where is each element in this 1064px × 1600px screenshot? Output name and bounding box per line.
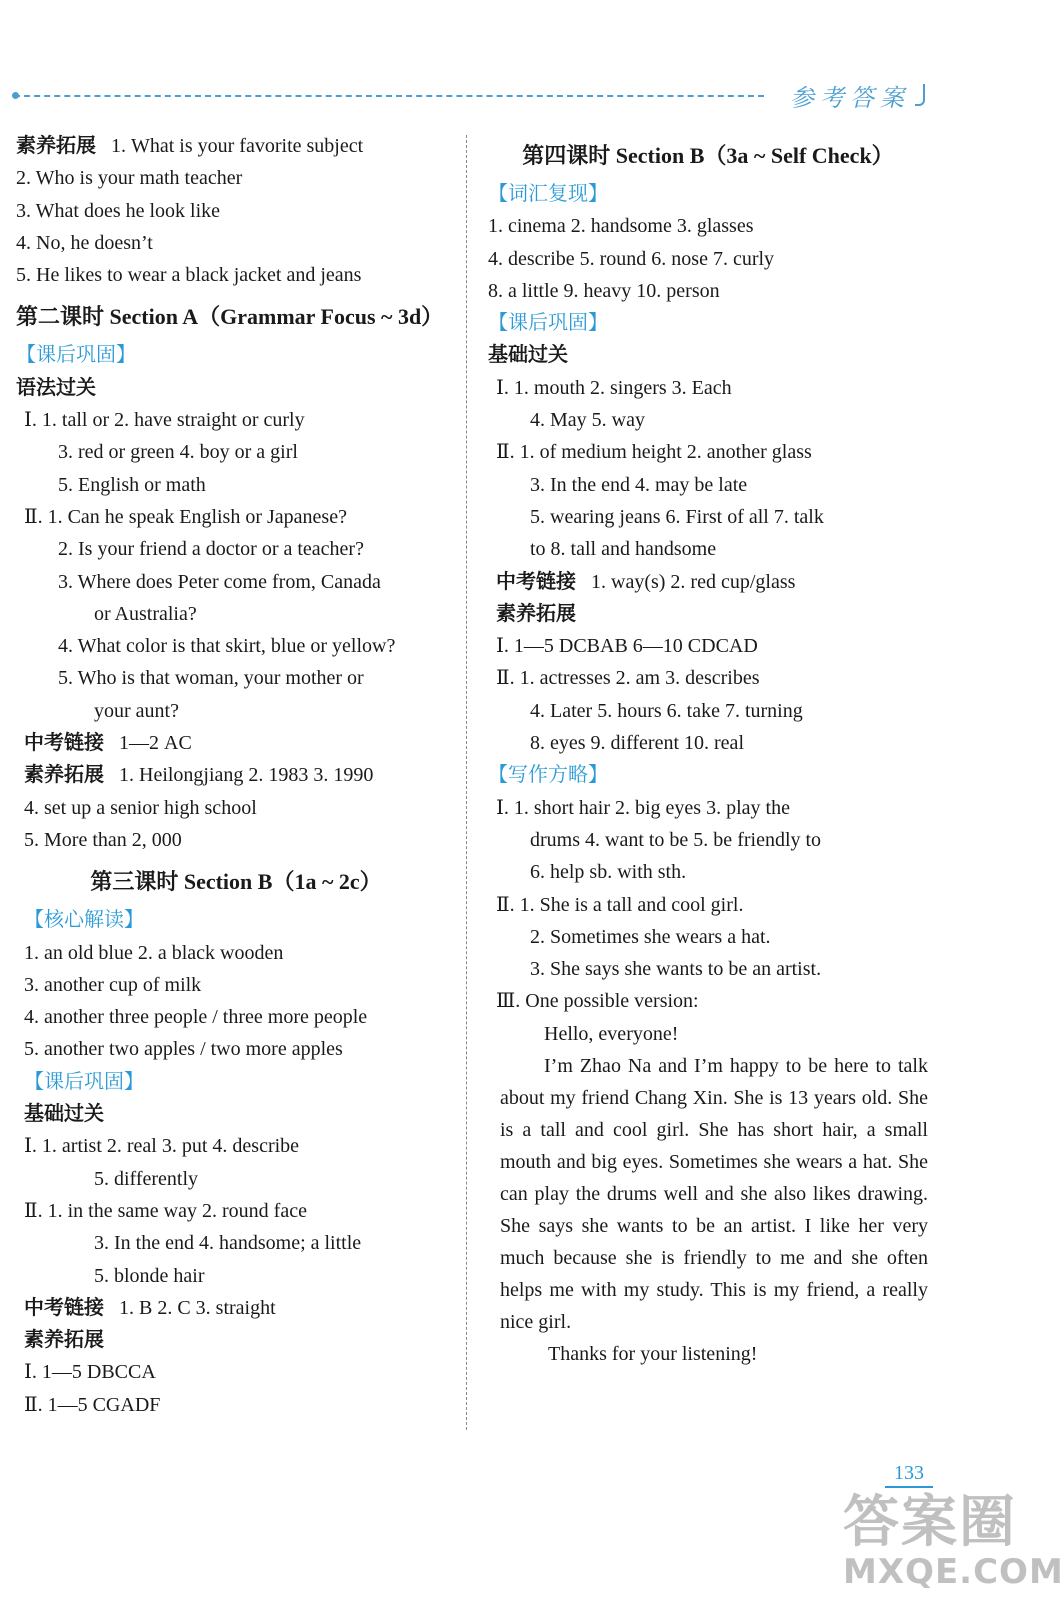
answer-line: 4. another three people / three more people (24, 1006, 368, 1029)
answer-line: 3. In the end 4. may be late (530, 473, 748, 496)
answer-line (488, 566, 928, 598)
answer-line (16, 130, 456, 162)
answer-text: 1—2 AC (119, 732, 192, 755)
answer-line: Ⅰ. 1—5 DBCCA (24, 1361, 156, 1384)
answer-line: or Australia? (94, 602, 197, 625)
subsection-label: 语法过关 (16, 376, 96, 399)
answer-line: 5. another two apples / two more apples (24, 1038, 343, 1061)
answer-line: your aunt? (94, 699, 179, 722)
section-label: 中考链接 (496, 570, 576, 593)
answer-line: Ⅱ. 1. actresses 2. am 3. describes (496, 667, 760, 690)
subsection-label: 素养拓展 (24, 1329, 104, 1352)
answer-line: Ⅲ. One possible version: (496, 990, 699, 1013)
answer-text: 1. B 2. C 3. straight (119, 1296, 276, 1319)
answer-line: 5. English or math (58, 473, 206, 496)
section-label: 中考链接 (24, 1296, 104, 1319)
answer-line: 6. help sb. with sth. (530, 861, 687, 884)
answer-line: Ⅱ. 1. Can he speak English or Japanese? (24, 505, 347, 528)
section-label: 素养拓展 (16, 135, 96, 157)
answer-line: 4. May 5. way (530, 409, 645, 432)
left-column (16, 130, 456, 1421)
answer-line: 4. Later 5. hours 6. take 7. turning (530, 699, 803, 722)
section-tag: 【课后巩固】 (16, 344, 136, 367)
right-column (488, 130, 928, 1370)
answer-line: 5. differently (94, 1167, 199, 1190)
answer-line: 5. wearing jeans 6. First of all 7. talk (530, 505, 824, 528)
answer-line: Ⅱ. 1. She is a tall and cool girl. (496, 893, 744, 916)
answer-line: drums 4. want to be 5. be friendly to (530, 828, 822, 851)
answer-line: 4. describe 5. round 6. nose 7. curly (488, 247, 775, 270)
answer-line: Ⅰ. 1. mouth 2. singers 3. Each (496, 376, 732, 399)
answer-line: to 8. tall and handsome (530, 538, 717, 561)
watermark-logo (843, 1478, 1064, 1592)
section-tag: 【核心解读】 (24, 909, 144, 932)
lesson-title: 第三课时 Section B（1a ~ 2c） (90, 869, 382, 895)
section-tag: 【课后巩固】 (24, 1070, 144, 1093)
answer-line: 1. cinema 2. handsome 3. glasses (488, 215, 754, 238)
answer-text: 1. What is your favorite subject (111, 135, 364, 157)
answer-line: 5. blonde hair (94, 1264, 205, 1287)
answer-line: 5. More than 2, 000 (24, 828, 182, 851)
answer-line: 5. Who is that woman, your mother or (58, 667, 364, 690)
essay-closing: Thanks for your listening! (548, 1343, 758, 1366)
answer-line: Ⅰ. 1—5 DCBAB 6—10 CDCAD (496, 635, 758, 658)
answer-line: 3. Where does Peter come from, Canada (58, 570, 381, 593)
answer-line: 3. What does he look like (16, 199, 221, 222)
watermark-url: MXQE.COM (843, 1552, 1064, 1592)
answer-line: 4. No, he doesn’t (16, 231, 153, 254)
answer-text: 1. Heilongjiang 2. 1983 3. 1990 (119, 764, 374, 787)
section-tag: 【课后巩固】 (488, 312, 608, 335)
answer-line: 4. What color is that skirt, blue or yellow? (58, 635, 396, 658)
page-number: 133 (894, 1462, 924, 1484)
answer-line: 2. Sometimes she wears a hat. (530, 925, 771, 948)
answer-line: Ⅱ. 1—5 CGADF (24, 1393, 161, 1416)
lesson-title: 第四课时 Section B（3a ~ Self Check） (522, 143, 894, 168)
answer-line: 1. an old blue 2. a black wooden (24, 941, 284, 964)
subsection-label: 基础过关 (24, 1103, 104, 1126)
answer-line: Ⅱ. 1. of medium height 2. another glass (496, 441, 812, 464)
section-tag: 【写作方略】 (488, 764, 608, 787)
answer-line: Ⅰ. 1. tall or 2. have straight or curly (24, 409, 305, 432)
answer-line: 2. Is your friend a doctor or a teacher? (58, 538, 364, 561)
subsection-label: 素养拓展 (496, 602, 576, 625)
answer-line: Ⅰ. 1. artist 2. real 3. put 4. describe (24, 1135, 300, 1158)
lesson-title: 第二课时 Section A（Grammar Focus ~ 3d） (16, 304, 444, 330)
answer-line (16, 1292, 456, 1324)
essay-greeting: Hello, everyone! (544, 1022, 679, 1045)
answer-line (16, 727, 456, 759)
answer-line: 4. set up a senior high school (24, 796, 257, 819)
answer-line (16, 759, 456, 791)
column-divider (466, 135, 467, 1430)
answer-line: Ⅱ. 1. in the same way 2. round face (24, 1199, 307, 1222)
essay-body: I’m Zhao Na and I’m happy to be here to talk about my friend Chang Xin. She is 13 years old. She is a tall and cool girl. She has short hair, a small mouth and big eyes. Sometimes she wears a hat. She can play the drums well and she also likes drawing. She says she wants to be an artist. I like her very much because she is friendly to me and she often helps me with my study. This is my friend, a really nice girl. (500, 1055, 928, 1334)
answer-line: 3. She says she wants to be an artist. (530, 958, 822, 981)
answer-line: 3. red or green 4. boy or a girl (58, 441, 298, 464)
answer-line: 3. In the end 4. handsome; a little (94, 1232, 362, 1255)
answer-line: 5. He likes to wear a black jacket and jeans (16, 264, 362, 287)
answer-text: 1. way(s) 2. red cup/glass (591, 570, 796, 593)
page-header-title: 参考答案 (790, 86, 910, 112)
answer-line: 2. Who is your math teacher (16, 167, 243, 190)
header-ornament (915, 84, 925, 106)
section-label: 素养拓展 (24, 764, 104, 787)
section-tag: 【词汇复现】 (488, 183, 608, 205)
answer-line: Ⅰ. 1. short hair 2. big eyes 3. play the (496, 796, 790, 819)
answer-line: 3. another cup of milk (24, 973, 202, 996)
header-rule (14, 95, 764, 97)
answer-line: 8. eyes 9. different 10. real (530, 732, 744, 755)
answer-line: 8. a little 9. heavy 10. person (488, 279, 720, 302)
subsection-label: 基础过关 (488, 344, 568, 367)
section-label: 中考链接 (24, 732, 104, 755)
watermark-text: 答案圈 (843, 1490, 1017, 1555)
